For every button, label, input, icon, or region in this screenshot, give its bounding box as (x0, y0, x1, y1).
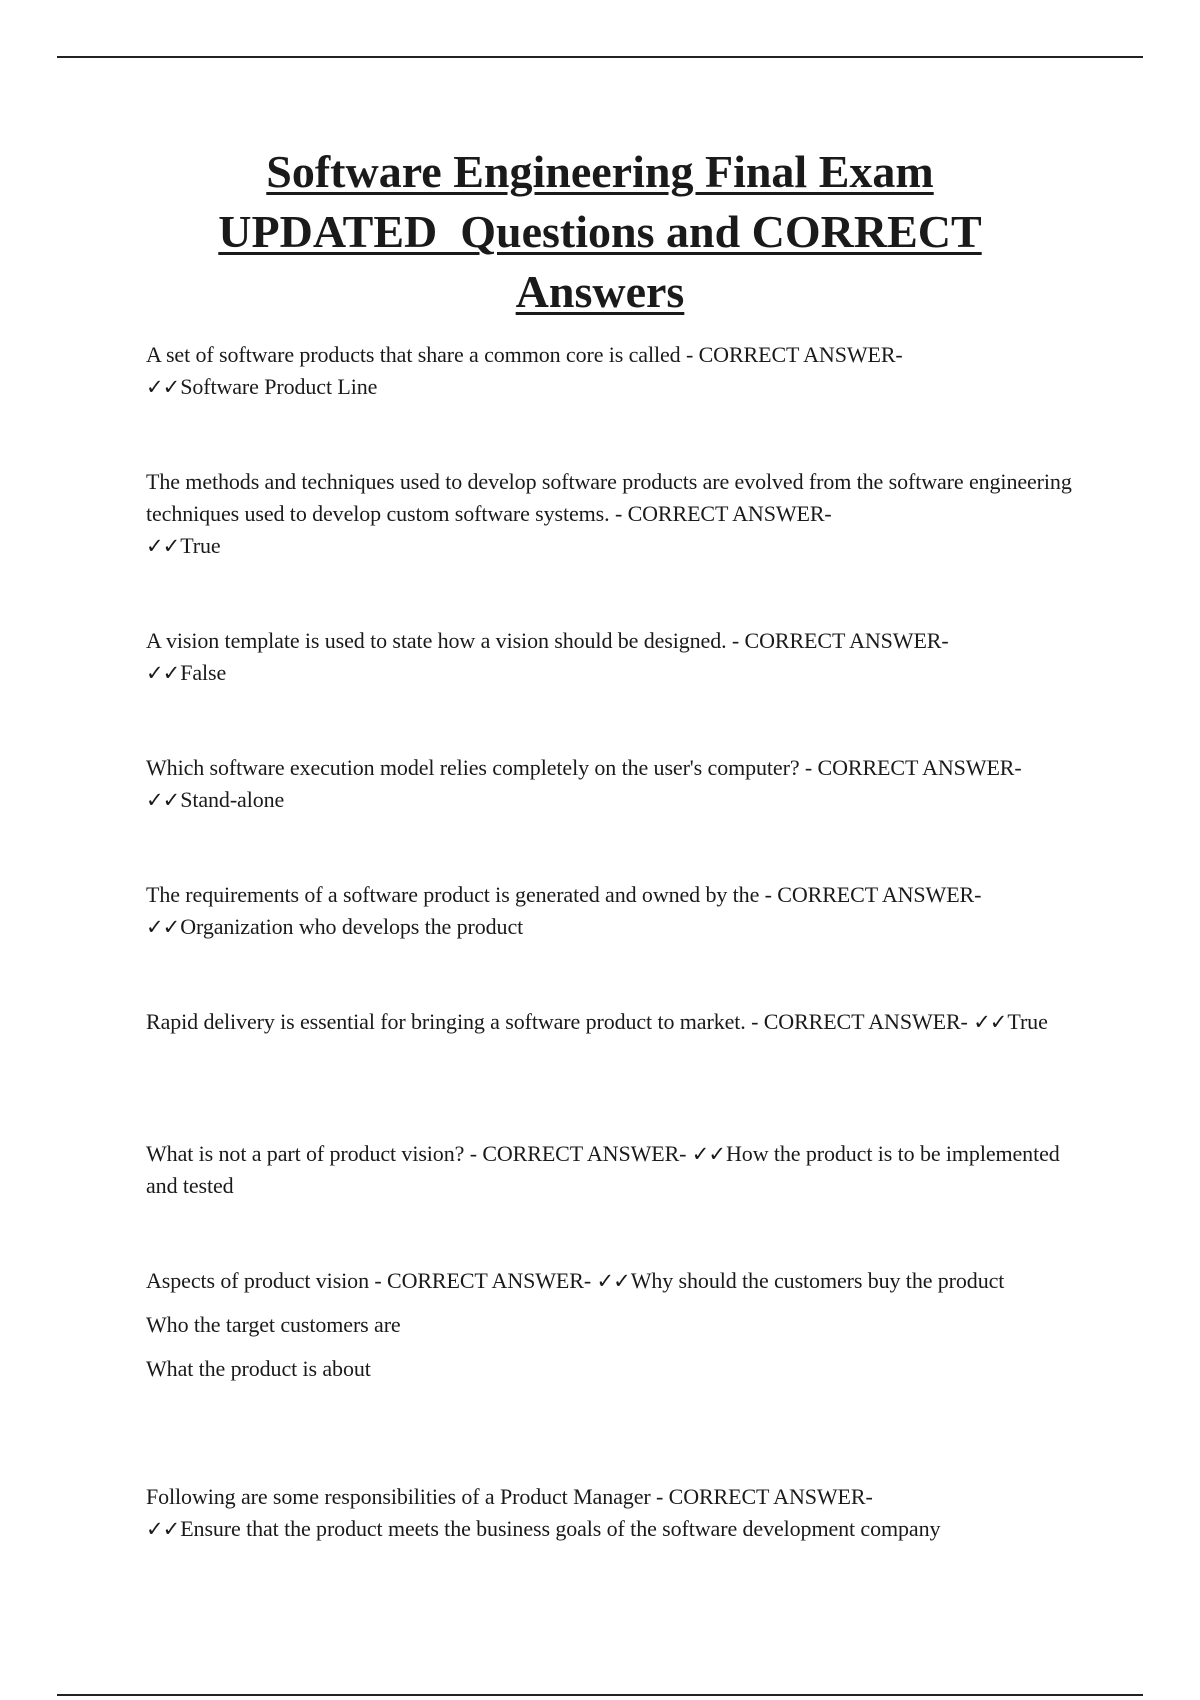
double-check-icon: ✓✓ (146, 661, 180, 685)
double-check-icon: ✓✓ (146, 788, 180, 812)
double-check-icon: ✓✓ (973, 1010, 1007, 1034)
answer-text: How the product is to be implemented and tested (146, 1141, 1060, 1198)
answer-text: True (180, 533, 221, 558)
qa-item-1 (146, 339, 1076, 403)
question-text: A vision template is used to state how a vision should be designed. (146, 628, 727, 653)
qa-item-5 (146, 879, 1076, 943)
footer-rule (57, 1694, 1143, 1696)
title-line-2: UPDATED Questions and CORRECT (218, 206, 982, 257)
answer-text: Stand-alone (180, 787, 285, 812)
title-line-1: Software Engineering Final Exam (266, 146, 934, 197)
double-check-icon: ✓✓ (146, 534, 180, 558)
answer-text: True (1007, 1009, 1048, 1034)
double-check-icon: ✓✓ (146, 915, 180, 939)
answer-marker: - CORRECT ANSWER- (731, 628, 949, 653)
answer-marker: - CORRECT ANSWER- (764, 882, 982, 907)
answer-marker: - CORRECT ANSWER- (804, 755, 1022, 780)
question-text: Aspects of product vision (146, 1268, 369, 1293)
answer-text: Ensure that the product meets the business goals of the software development company (180, 1516, 941, 1541)
answer-extra-line: What the product is about (146, 1356, 371, 1381)
qa-item-8 (146, 1265, 1076, 1385)
answer-text: Software Product Line (180, 374, 378, 399)
question-text: The methods and techniques used to develop software products are evolved from the software engineering techniques used to develop custom software systems. (146, 469, 1072, 526)
question-text: What is not a part of product vision? (146, 1141, 465, 1166)
double-check-icon: ✓✓ (691, 1142, 725, 1166)
answer-marker: - CORRECT ANSWER- (469, 1141, 687, 1166)
answer-extra-line: Who the target customers are (146, 1312, 401, 1337)
title-line-3: Answers (515, 266, 685, 317)
question-text: Rapid delivery is essential for bringing a software product to market. (146, 1009, 746, 1034)
qa-item-2 (146, 466, 1076, 562)
answer-text: Organization who develops the product (180, 914, 524, 939)
answer-marker: - CORRECT ANSWER- (656, 1484, 873, 1509)
qa-item-4 (146, 752, 1076, 816)
header-rule (57, 56, 1143, 58)
answer-marker: - CORRECT ANSWER- (374, 1268, 592, 1293)
double-check-icon: ✓✓ (596, 1269, 630, 1293)
double-check-icon: ✓✓ (146, 1517, 180, 1541)
qa-item-7 (146, 1138, 1076, 1202)
question-text: Which software execution model relies completely on the user's computer? (146, 755, 800, 780)
qa-item-9 (146, 1481, 1076, 1545)
question-text: Following are some responsibilities of a Product Manager (146, 1484, 651, 1509)
qa-item-6 (146, 1006, 1076, 1038)
question-text: A set of software products that share a common core is called (146, 342, 681, 367)
qa-item-3 (146, 625, 1076, 689)
document-title (150, 142, 1050, 322)
double-check-icon: ✓✓ (146, 375, 180, 399)
answer-text: False (180, 660, 227, 685)
question-text: The requirements of a software product is generated and owned by the (146, 882, 760, 907)
answer-marker: - CORRECT ANSWER- (614, 501, 832, 526)
answer-text: Why should the customers buy the product (630, 1268, 1005, 1293)
answer-marker: - CORRECT ANSWER- (685, 342, 903, 367)
answer-marker: - CORRECT ANSWER- (751, 1009, 968, 1034)
